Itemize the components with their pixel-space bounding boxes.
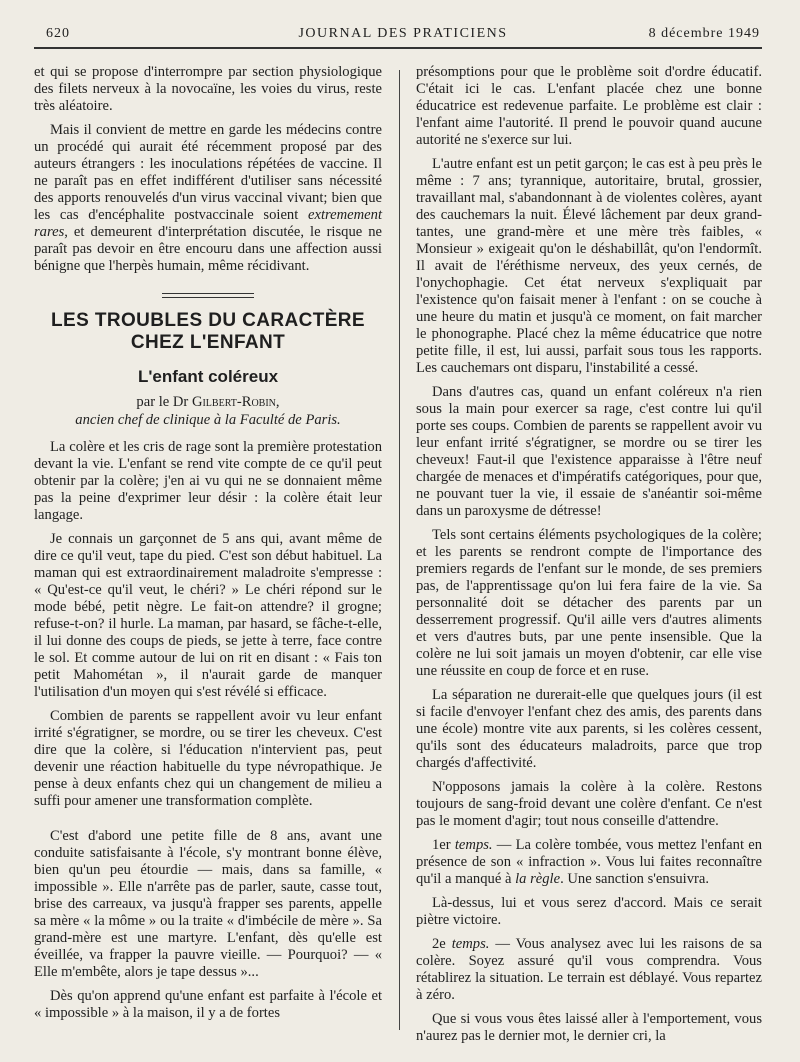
column-divider [399, 70, 400, 1030]
paragraph: Dans d'autres cas, quand un enfant coléreux n'a rien sous la main pour exercer sa rage, c'est contre lui qu'il porte ses coups. Combien de parents se rappellent avoir vu leur enfant irrité s'égratigner, se mordre ou se tirer les cheveux! Faut-il que l'existence apparaisse à l'être neuf chargée de menaces et d'impératifs catégoriques, pour que, ne pouvant tuer la vie, il essaie de s'anéantir soi-même dans un paroxysme de détresse! [416, 384, 762, 519]
paragraph: La colère et les cris de rage sont la première protestation devant la vie. L'enfant se rend vite compte de ce qu'il peut obtenir par la colère; j'en ai vu qui ne se donnaient même pas la peine d'exprimer leur désir : la colère était leur langage. [34, 439, 382, 523]
header-rule [34, 47, 762, 49]
page-number: 620 [46, 26, 70, 41]
page-header [46, 24, 760, 48]
article-subtitle: L'enfant coléreux [137, 367, 279, 386]
paragraph: et qui se propose d'interrompre par section physiologique des filets nerveux à la novocaïne, les voies du virus, reste très aléatoire. [34, 64, 382, 114]
paragraph: présomptions pour que le problème soit d'ordre éducatif. C'était ici le cas. L'enfant placée chez une bonne éducatrice est redevenue parfaite. Le problème est clair : l'enfant aime l'autorité. Il prend le pouvoir quand aucune autorité ne s'exerce sur lui. [416, 64, 762, 148]
journal-title: JOURNAL DES PRATICIENS [298, 26, 508, 41]
paragraph: Je connais un garçonnet de 5 ans qui, avant même de dire ce qu'il veut, tape du pied. C'est son début habituel. La maman qui est extraordinairement maladroite s'empresse : « Qu'est-ce qu'il veut, le chéri? » Le chéri répond sur le mode bébé, petit nègre. Le fait-on attendre? il grogne; refuse-t-on? il hurle. La maman, par hasard, se fâche-t-elle, il lui donne des coups de pieds, se jette à terre, face contre le sol. Et comme autour de lui on rit en disant : « Fais ton petit Mahométan », il n'aurait garde de manquer l'utilisation d'un moyen qui s'est révélé si efficace. [34, 531, 382, 700]
paragraph: L'autre enfant est un petit garçon; le cas est à peu près le même : 7 ans; tyrannique, autoritaire, brutal, grossier, travaillant mal, s'abandonnant à de violentes colères, ayant des cauchemars la nuit. Élevé lâchement par deux grand-tantes, une grand-mère et une mère très faibles, « Monsieur » exigeait qu'on le déshabillât, qu'on l'endormît. Il avait de l'éréthisme nerveux, des yeux cernés, de l'onychophagie. Cet état nerveux s'expliquait par l'existence qu'on faisait mener à l'enfant : on se couche à une heure du matin et jusqu'à ce moment, on fait marcher le phonographe. Placé chez la même éducatrice que notre petite fille, il est, lui aussi, parfait sous tous les rapports. Les cauchemars ont disparu, l'instabilité a cessé. [416, 156, 762, 376]
article-title: LES TROUBLES DU CARACTÈRE CHEZ L'ENFANT [50, 310, 365, 353]
left-column [34, 64, 382, 1029]
paragraph: Tels sont certains éléments psychologiques de la colère; et les parents se rendront compte de l'importance des premiers regards de l'enfant sur le monde, de ses premiers pas, de l'apprentissage qu'on lui fera faire de la vie. Sa personnalité doit se détacher des parents par un desserrement progressif. Qu'il aille vers d'autres aliments et vers d'autres buts, par une pente insensible. Que la colère ne lui soit jamais un moyen d'obtenir, car elle vise une réussite en coup de force et en ruse. [416, 527, 762, 679]
paragraph: Mais il convient de mettre en garde les médecins contre un procédé qui aurait été récemment proposé par des auteurs étrangers : les inoculations répétées de vaccine. Il ne paraît pas en effet indifférent d'utiliser sans nécessité des apports renouvelés d'un virus vaccinal vivant; bien que les cas d'encéphalite postvaccinale soient extremement rares, et demeurent d'interprétation discutée, le risque ne paraît pas devoir en être encouru dans une affection aussi bénigne que l'herpès humain, même récidivant. [34, 122, 382, 274]
paragraph: Dès qu'on apprend qu'une enfant est parfaite à l'école et « impossible » à la maison, il y a de fortes [34, 988, 382, 1021]
section-separator [162, 293, 254, 298]
paragraph: C'est d'abord une petite fille de 8 ans, avant une conduite satisfaisante à l'école, s'y montrant bonne élève, bien qu'un peu étourdie — mais, dans sa famille, « impossible ». Elle n'arrête pas de parler, saute, casse tout, brise des carreaux, va jusqu'à frapper ses parents, appelle sa mère « la môme » ou la traite « d'imbécile de mère ». Sa grand-mère est une martyre. L'enfant, dès qu'elle est éveillée, va frapper la pauvre vieille. — Pourquoi? — « Elle m'embête, alors je tape dessus »... [34, 828, 382, 980]
paragraph: N'opposons jamais la colère à la colère. Restons toujours de sang-froid devant une colère d'enfant. Ce n'est pas le moment d'agir; tout nous conseille d'attendre. [416, 779, 762, 829]
paragraph: Là-dessus, lui et vous serez d'accord. Mais ce serait piètre victoire. [416, 895, 762, 928]
byline: par le Dr Gilbert-Robin, ancien chef de clinique à la Faculté de Paris. [34, 393, 382, 429]
paragraph: 1er temps. — La colère tombée, vous mettez l'enfant en présence de son « infraction ». Vous lui faites reconnaître qu'il a manqué à la règle. Une sanction s'ensuivra. [416, 837, 762, 887]
paragraph: 2e temps. — Vous analysez avec lui les raisons de sa colère. Soyez assuré qu'il vous comprendra. Vous rétablirez la situation. Le terrain est déblayé. Vous repartez à zéro. [416, 936, 762, 1003]
right-column [416, 64, 762, 1052]
paragraph: Que si vous vous êtes laissé aller à l'emportement, vous n'aurez pas le dernier mot, le dernier cri, la [416, 1011, 762, 1044]
issue-date: 8 décembre 1949 [648, 26, 760, 41]
author-name: Gilbert-Robin, [191, 394, 280, 410]
paragraph: Combien de parents se rappellent avoir vu leur enfant irrité s'égratigner, se mordre, ou se tirer les cheveux. C'est dire que la colère, si l'éducation n'intervient pas, peut devenir une réaction habituelle du type névropathique. Je pense à deux enfants chez qui un changement de milieu a suffi pour amener une transformation complète. [34, 708, 382, 809]
paragraph: La séparation ne durerait-elle que quelques jours (il est si facile d'envoyer l'enfant chez des amis, des parents dans une école) montre vite aux parents, si les colères cessent, qu'ils sont des éducateurs maladroits, parce que trop chargés d'affectivité. [416, 687, 762, 771]
author-affiliation: ancien chef de clinique à la Faculté de Paris. [75, 412, 341, 428]
